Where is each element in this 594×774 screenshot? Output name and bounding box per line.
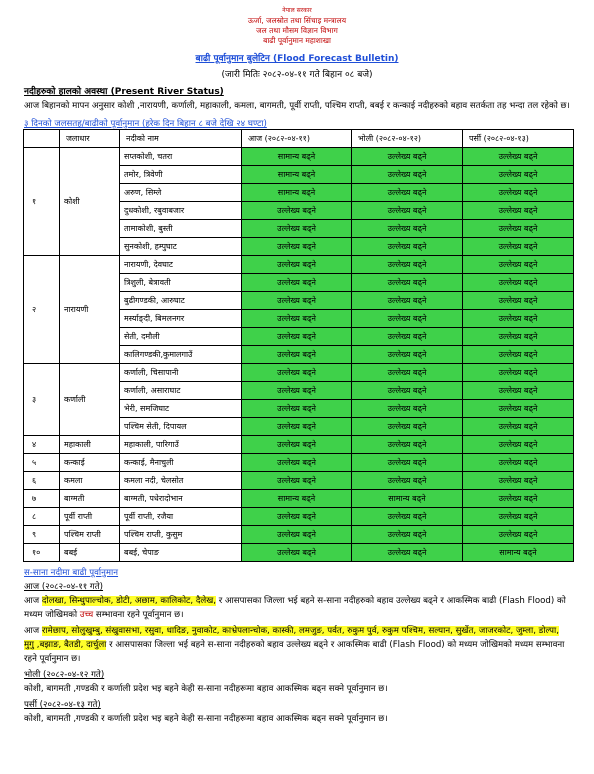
- basin-number: ७: [24, 490, 60, 508]
- river-station: त्रिशुली, बेत्रावती: [120, 274, 242, 292]
- river-station: मर्स्याङ्दी, बिमलनगर: [120, 310, 242, 328]
- river-station: कर्णाली, चिसापानी: [120, 364, 242, 382]
- forecast-tomorrow: उल्लेख्य बढ्ने: [352, 508, 463, 526]
- forecast-heading: ३ दिनको जलसतह/बाढीको पूर्वानुमान (हरेक दिन बिहान ८ बजे देखि २४ घण्टा): [24, 119, 267, 129]
- forecast-today: उल्लेख्य बढ्ने: [242, 364, 352, 382]
- ministry-name: ऊर्जा, जलस्रोत तथा सिंचाइ मन्त्रालय: [247, 16, 347, 25]
- forecast-row: [24, 526, 574, 544]
- forecast-row: [24, 454, 574, 472]
- forecast-dayafter: उल्लेख्य बढ्ने: [463, 490, 574, 508]
- forecast-tomorrow: उल्लेख्य बढ्ने: [352, 418, 463, 436]
- forecast-tomorrow: उल्लेख्य बढ्ने: [352, 274, 463, 292]
- department-name: जल तथा मौसम विज्ञान विभाग: [256, 26, 338, 35]
- bulletin-title: बाढी पूर्वानुमान बुलेटिन (Flood Forecast Bulletin): [195, 54, 399, 64]
- forecast-today: सामान्य बढ्ने: [242, 184, 352, 202]
- forecast-today: उल्लेख्य बढ्ने: [242, 328, 352, 346]
- forecast-dayafter: उल्लेख्य बढ्ने: [463, 454, 574, 472]
- forecast-row: [24, 508, 574, 526]
- forecast-dayafter: उल्लेख्य बढ्ने: [463, 364, 574, 382]
- today-p1-b: र आसपासका जिल्ला भई बहने स-साना नदीहरुको बहाव उल्लेख्य बढ्ने र आकस्मिक बाढी (Flash Flood) को मध्यम जोखिमको: [24, 596, 566, 620]
- forecast-dayafter: उल्लेख्य बढ्ने: [463, 418, 574, 436]
- forecast-today: उल्लेख्य बढ्ने: [242, 454, 352, 472]
- basin-number: २: [24, 256, 60, 364]
- forecast-today: उल्लेख्य बढ्ने: [242, 508, 352, 526]
- basin-name: कोशी: [60, 148, 120, 256]
- forecast-row: [24, 256, 574, 274]
- basin-name: बाग्मती: [60, 490, 120, 508]
- forecast-row: [24, 490, 574, 508]
- basin-number: १: [24, 148, 60, 256]
- col-header-num: [24, 130, 60, 148]
- basin-name: महाकाली: [60, 436, 120, 454]
- river-station: पश्चिम राप्ती, कुसुम: [120, 526, 242, 544]
- forecast-today: उल्लेख्य बढ्ने: [242, 400, 352, 418]
- forecast-tomorrow: उल्लेख्य बढ्ने: [352, 382, 463, 400]
- forecast-header-row: [24, 130, 574, 148]
- forecast-dayafter: उल्लेख्य बढ्ने: [463, 346, 574, 364]
- dayafter-label: पर्सी (२०८२-०४-१३ गते): [24, 700, 101, 710]
- river-station: भेरी, समजिघाट: [120, 400, 242, 418]
- forecast-tomorrow: उल्लेख्य बढ्ने: [352, 400, 463, 418]
- col-header-tomorrow: भोली (२०८२-०४-१२): [352, 130, 463, 148]
- col-header-basin: जलाधार: [60, 130, 120, 148]
- river-station: अरुण, सिम्ले: [120, 184, 242, 202]
- forecast-dayafter: उल्लेख्य बढ्ने: [463, 274, 574, 292]
- basin-number: १०: [24, 544, 60, 562]
- col-header-dayafter: पर्सी (२०८२-०४-१३): [463, 130, 574, 148]
- forecast-today: उल्लेख्य बढ्ने: [242, 202, 352, 220]
- forecast-dayafter: उल्लेख्य बढ्ने: [463, 292, 574, 310]
- forecast-dayafter: उल्लेख्य बढ्ने: [463, 310, 574, 328]
- river-station: दुधकोशी, रबुवाबजार: [120, 202, 242, 220]
- forecast-dayafter: उल्लेख्य बढ्ने: [463, 526, 574, 544]
- forecast-dayafter: उल्लेख्य बढ्ने: [463, 400, 574, 418]
- basin-number: ६: [24, 472, 60, 490]
- gov-name: नेपाल सरकार: [282, 7, 312, 14]
- col-header-today: आज (२०८२-०४-११): [242, 130, 352, 148]
- forecast-today: सामान्य बढ्ने: [242, 490, 352, 508]
- forecast-today: उल्लेख्य बढ्ने: [242, 382, 352, 400]
- forecast-tomorrow: उल्लेख्य बढ्ने: [352, 292, 463, 310]
- forecast-tomorrow: उल्लेख्य बढ्ने: [352, 328, 463, 346]
- forecast-dayafter: उल्लेख्य बढ्ने: [463, 148, 574, 166]
- river-station: महाकाली, पारिगाउँ: [120, 436, 242, 454]
- forecast-dayafter: उल्लेख्य बढ्ने: [463, 256, 574, 274]
- forecast-tomorrow: सामान्य बढ्ने: [352, 490, 463, 508]
- forecast-row: [24, 364, 574, 382]
- forecast-row: [24, 472, 574, 490]
- forecast-tomorrow: उल्लेख्य बढ्ने: [352, 472, 463, 490]
- forecast-today: उल्लेख्य बढ्ने: [242, 220, 352, 238]
- river-station: सप्तकोशी, चतरा: [120, 148, 242, 166]
- col-header-river: नदीको नाम: [120, 130, 242, 148]
- river-station: नारायणी, देवघाट: [120, 256, 242, 274]
- forecast-table: [23, 129, 574, 562]
- basin-number: ३: [24, 364, 60, 436]
- basin-number: ४: [24, 436, 60, 454]
- river-station: पश्चिम सेती, दिपायल: [120, 418, 242, 436]
- river-station: तामाकोशी, बुस्ती: [120, 220, 242, 238]
- forecast-tomorrow: उल्लेख्य बढ्ने: [352, 436, 463, 454]
- forecast-tomorrow: उल्लेख्य बढ्ने: [352, 310, 463, 328]
- forecast-row: [24, 148, 574, 166]
- forecast-tomorrow: उल्लेख्य बढ्ने: [352, 364, 463, 382]
- river-station: सेती, दमौली: [120, 328, 242, 346]
- forecast-dayafter: उल्लेख्य बढ्ने: [463, 508, 574, 526]
- basin-name: कन्काई: [60, 454, 120, 472]
- forecast-dayafter: उल्लेख्य बढ्ने: [463, 382, 574, 400]
- today-p2-b: र आसपासका जिल्ला भई बहने स-साना नदीहरुको बहाव उल्लेख्य बढ्ने र आकस्मिक बाढी (Flash Flood) को मध्यम जोखिमको मध्यम सम्भावना रहने पूर्वानुमान छ।: [24, 640, 565, 664]
- forecast-today: उल्लेख्य बढ्ने: [242, 274, 352, 292]
- river-station: सुनकोशी, हम्पुघाट: [120, 238, 242, 256]
- forecast-tomorrow: उल्लेख्य बढ्ने: [352, 544, 463, 562]
- forecast-today: उल्लेख्य बढ्ने: [242, 310, 352, 328]
- river-status-text: आज बिहानको मापन अनुसार कोशी ,नारायणी, कर्णाली, महाकाली, कमला, बागमती, पूर्वी राप्ती, पश्चिम राप्ती, बबई र कन्काई नदीहरुको बहाव सतर्कता तह भन्दा तल रहेको छ।: [24, 101, 570, 111]
- forecast-tomorrow: उल्लेख्य बढ्ने: [352, 346, 463, 364]
- basin-name: बबई: [60, 544, 120, 562]
- basin-number: ९: [24, 526, 60, 544]
- river-station: कन्काई, मैनाचुली: [120, 454, 242, 472]
- forecast-tomorrow: उल्लेख्य बढ्ने: [352, 184, 463, 202]
- forecast-today: उल्लेख्य बढ्ने: [242, 526, 352, 544]
- forecast-today: सामान्य बढ्ने: [242, 166, 352, 184]
- today-p1-c: सम्भावना रहने पूर्वानुमान छ।: [93, 610, 184, 620]
- ministry-header: [0, 6, 594, 46]
- forecast-today: उल्लेख्य बढ्ने: [242, 256, 352, 274]
- forecast-tomorrow: उल्लेख्य बढ्ने: [352, 256, 463, 274]
- forecast-today: उल्लेख्य बढ्ने: [242, 418, 352, 436]
- basin-name: पूर्वी राप्ती: [60, 508, 120, 526]
- forecast-dayafter: उल्लेख्य बढ्ने: [463, 436, 574, 454]
- forecast-today: उल्लेख्य बढ्ने: [242, 544, 352, 562]
- dayafter-text: कोशी, बागमती ,गण्डकी र कर्णाली प्रदेश भइ बहने केही स-साना नदीहरूमा बहाव आकस्मिक बढ्न सक्ने पूर्वानुमान छ।: [24, 714, 388, 724]
- forecast-row: [24, 544, 574, 562]
- forecast-tomorrow: उल्लेख्य बढ्ने: [352, 454, 463, 472]
- today-label: आज (२०८२-०४-११ गते): [24, 582, 104, 592]
- tomorrow-text: कोशी, बागमती ,गण्डकी र कर्णाली प्रदेश भइ बहने केही स-साना नदीहरूमा बहाव आकस्मिक बढ्न सक्ने पूर्वानुमान छ।: [24, 684, 388, 694]
- river-station: बबई, चेपाङ: [120, 544, 242, 562]
- forecast-today: उल्लेख्य बढ्ने: [242, 436, 352, 454]
- tomorrow-label: भोली (२०८२-०४-१२ गते): [24, 670, 105, 680]
- basin-name: पश्चिम राप्ती: [60, 526, 120, 544]
- river-station: बुढीगण्डकी, आरुघाट: [120, 292, 242, 310]
- river-station: कालिगण्डकी,कुमालगाउँ: [120, 346, 242, 364]
- river-station: बाग्मती, पधेरादोभान: [120, 490, 242, 508]
- forecast-today: उल्लेख्य बढ्ने: [242, 346, 352, 364]
- basin-number: ५: [24, 454, 60, 472]
- forecast-tomorrow: उल्लेख्य बढ्ने: [352, 202, 463, 220]
- forecast-row: [24, 436, 574, 454]
- today-p1-a: आज: [24, 596, 42, 606]
- forecast-tomorrow: उल्लेख्य बढ्ने: [352, 526, 463, 544]
- forecast-dayafter: उल्लेख्य बढ्ने: [463, 472, 574, 490]
- forecast-dayafter: सामान्य बढ्ने: [463, 544, 574, 562]
- forecast-tomorrow: उल्लेख्य बढ्ने: [352, 238, 463, 256]
- forecast-dayafter: उल्लेख्य बढ्ने: [463, 184, 574, 202]
- today-p2-districts: रामेछाप, सोलुखुम्बु, संखुवासभा, रसुवा, धादिङ, नुवाकोट, काभ्रेपलान्चोक, कास्की, लमजुङ, पर्वत, रुकुम पुर्व, रुकुम पश्चिम, सल्यान, सुर्खेत, जाजरकोट, जुम्ला, डोल्पा, मुगु ,बझाङ, बैतडी, दार्चुला: [24, 626, 560, 650]
- basin-number: ८: [24, 508, 60, 526]
- forecast-today: उल्लेख्य बढ्ने: [242, 472, 352, 490]
- today-para-2: [24, 624, 570, 666]
- division-name: बाढी पूर्वानुमान महाशाखा: [263, 36, 331, 45]
- forecast-tomorrow: उल्लेख्य बढ्ने: [352, 220, 463, 238]
- forecast-dayafter: उल्लेख्य बढ्ने: [463, 220, 574, 238]
- basin-name: नारायणी: [60, 256, 120, 364]
- forecast-today: उल्लेख्य बढ्ने: [242, 292, 352, 310]
- forecast-today: उल्लेख्य बढ्ने: [242, 238, 352, 256]
- forecast-dayafter: उल्लेख्य बढ्ने: [463, 328, 574, 346]
- issued-date: (जारी मितिः २०८२-०४-११ गते बिहान ०८ बजे): [221, 70, 373, 80]
- today-p2-a: आज: [24, 626, 42, 636]
- forecast-tomorrow: उल्लेख्य बढ्ने: [352, 166, 463, 184]
- forecast-dayafter: उल्लेख्य बढ्ने: [463, 238, 574, 256]
- today-para-1: [24, 594, 570, 622]
- river-station: पूर्वी राप्ती, रजैया: [120, 508, 242, 526]
- today-p1-red: उच्च: [79, 610, 94, 620]
- small-rivers-heading: स-साना नदीमा बाढी पूर्वानुमान: [24, 568, 119, 578]
- forecast-dayafter: उल्लेख्य बढ्ने: [463, 202, 574, 220]
- today-p1-districts: दोलखा, सिन्धुपाल्चोक, डोटी, अछाम, कालिकोट, दैलेख,: [41, 596, 217, 606]
- basin-name: कर्णाली: [60, 364, 120, 436]
- river-station: तमोर, त्रिवेणी: [120, 166, 242, 184]
- river-station: कर्णाली, असाराघाट: [120, 382, 242, 400]
- forecast-tomorrow: उल्लेख्य बढ्ने: [352, 148, 463, 166]
- forecast-today: सामान्य बढ्ने: [242, 148, 352, 166]
- river-status-heading: नदीहरुको हालको अवस्था (Present River Status): [24, 87, 224, 97]
- basin-name: कमला: [60, 472, 120, 490]
- river-station: कमला नदी, चेलसोत: [120, 472, 242, 490]
- forecast-dayafter: उल्लेख्य बढ्ने: [463, 166, 574, 184]
